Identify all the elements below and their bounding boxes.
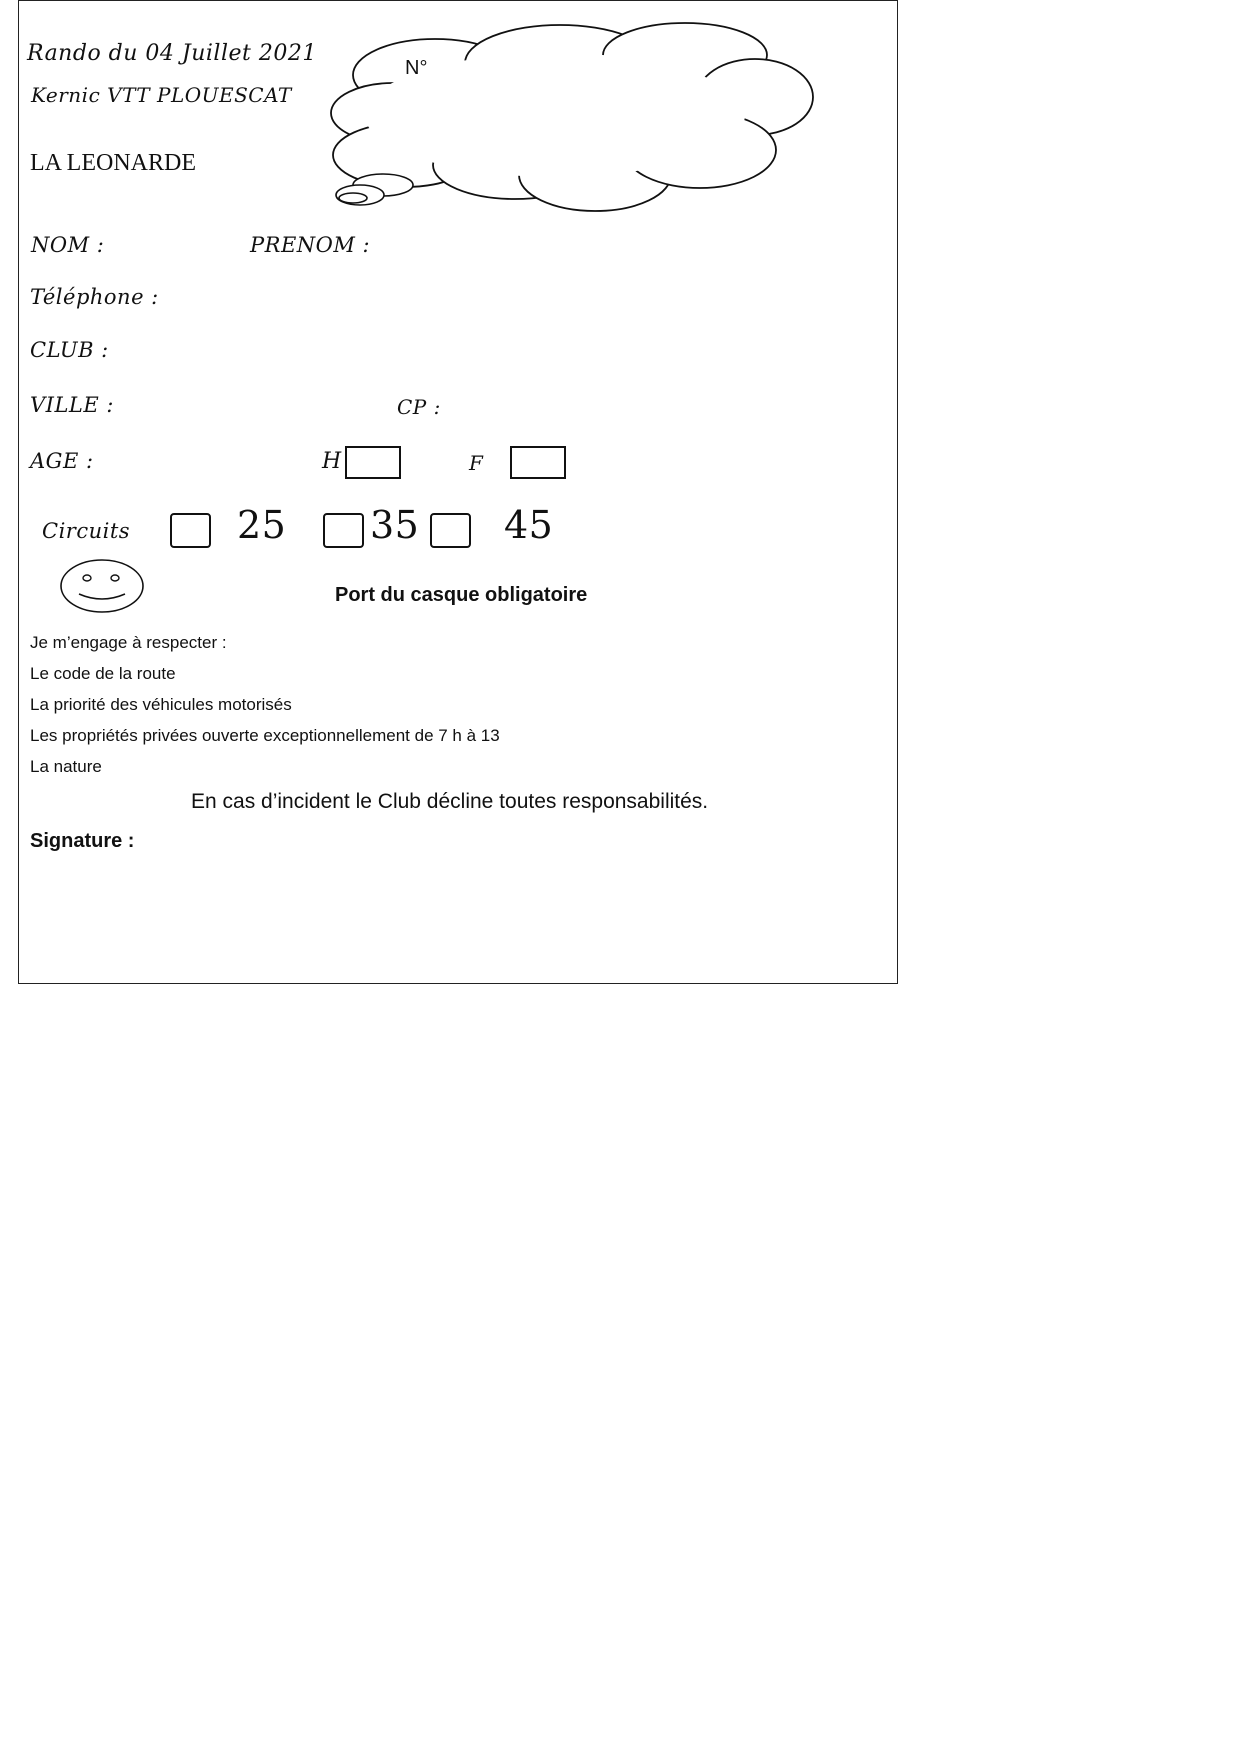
gender-h-label: H <box>322 449 342 474</box>
helmet-notice: Port du casque obligatoire <box>335 584 588 606</box>
event-title: Rando du 04 Juillet 2021 <box>27 41 317 66</box>
rules-intro: Je m’engage à respecter : <box>30 633 227 652</box>
thought-cloud-icon <box>315 15 835 215</box>
circuit-45-label: 45 <box>504 503 554 547</box>
prenom-label: PRENOM : <box>250 233 371 257</box>
route-name: LA LEONARDE <box>30 150 196 176</box>
club-name: Kernic VTT PLOUESCAT <box>31 83 292 107</box>
gender-f-label: F <box>469 451 484 475</box>
registration-form <box>18 0 898 984</box>
cp-label: CP : <box>397 395 441 419</box>
number-label: N° <box>405 57 428 79</box>
rule-item: La priorité des véhicules motorisés <box>30 695 292 714</box>
signature-label: Signature : <box>30 830 135 852</box>
circuit-35-checkbox[interactable] <box>323 513 364 548</box>
telephone-label: Téléphone : <box>30 285 159 309</box>
circuit-25-label: 25 <box>237 503 287 547</box>
ville-label: VILLE : <box>30 393 114 417</box>
circuit-25-checkbox[interactable] <box>170 513 211 548</box>
disclaimer: En cas d’incident le Club décline toutes responsabilités. <box>191 790 709 813</box>
gender-h-checkbox[interactable] <box>345 446 401 479</box>
gender-f-checkbox[interactable] <box>510 446 566 479</box>
rule-item: La nature <box>30 757 102 776</box>
circuit-35-label: 35 <box>370 503 420 547</box>
rule-item: Le code de la route <box>30 664 176 683</box>
club-label: CLUB : <box>30 338 109 362</box>
circuits-label: Circuits <box>42 519 131 543</box>
rule-item: Les propriétés privées ouverte exceptionnellement de 7 h à 13 <box>30 726 500 745</box>
smiley-face-icon <box>59 558 145 614</box>
nom-label: NOM : <box>31 233 105 257</box>
age-label: AGE : <box>30 449 94 473</box>
circuit-45-checkbox[interactable] <box>430 513 471 548</box>
